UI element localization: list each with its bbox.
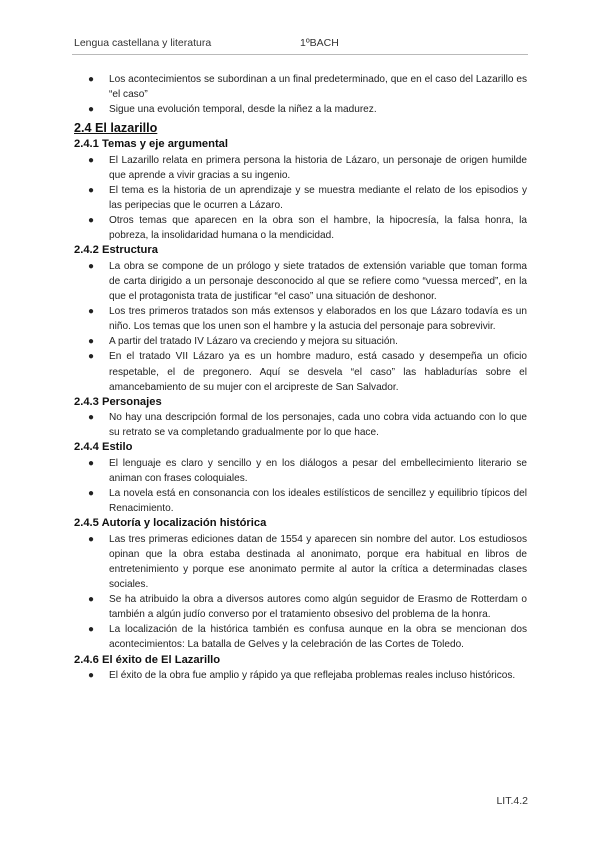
subsection-title: 2.4.6 El éxito de El Lazarillo <box>74 653 221 666</box>
list-item: ● El éxito de la obra fue amplio y rápido ya que reflejaba problemas reales incluso históricos. <box>74 668 527 683</box>
intro-list <box>74 72 527 117</box>
list-item: ● El tema es la historia de un aprendizaje y se muestra mediante el relato de los episodios y las peripecias que le ocurren a Lázaro. <box>88 184 527 212</box>
bullet-icon: ● <box>88 351 95 363</box>
bullet-icon: ● <box>88 488 95 500</box>
page-number: LIT.4.2 <box>496 795 528 807</box>
list-item: ● Los tres primeros tratados son más extensos y elaborados en los que Lázaro todavía es un niño. Los temas que los unen son el hambre y la astucia del personaje para sobrevivir. <box>88 306 527 333</box>
list-item: ● A partir del tratado IV Lázaro va creciendo y mejora su situación. <box>74 334 527 349</box>
bullet-icon: ● <box>88 336 95 348</box>
page-header <box>74 37 526 51</box>
list-item: ● La obra se compone de un prólogo y siete tratados de extensión variable que toman forma de carta dirigido a un personaje desconocido al que se refiere como “vuessa merced”, en la que el protagonista trata de justificar “el caso” una situación de deshonor. <box>88 260 527 303</box>
bullet-icon: ● <box>88 184 95 196</box>
list-item: ● La novela está en consonancia con los ideales estilísticos de sencillez y equilibrio típicos del Renacimiento. <box>88 488 527 515</box>
bullet-icon: ● <box>88 154 95 166</box>
bullet-icon: ● <box>88 104 95 116</box>
document-body <box>74 72 527 683</box>
list-item: ● El lenguaje es claro y sencillo y en los diálogos a pesar del embellecimiento literario se animan con frases coloquiales. <box>88 457 527 484</box>
list-item: ● En el tratado VII Lázaro ya es un hombre maduro, está casado y desempeña un oficio respetable, el de pregonero. Aquí se desvela “el caso” las habladurías sobre el amancebamiento de su mujer con el arcipreste de San Salvador. <box>88 351 527 393</box>
header-course: 1ºBACH <box>300 37 339 49</box>
list-item: ● Sigue una evolución temporal, desde la niñez a la madurez. <box>74 102 527 117</box>
subsection-title: 2.4.4 Estilo <box>74 441 133 454</box>
subsection-list <box>74 259 527 395</box>
subsection-list <box>74 153 527 244</box>
subsection-list <box>74 668 527 683</box>
subsection-title: 2.4.5 Autoría y localización histórica <box>74 517 267 530</box>
subsection-list <box>74 532 527 653</box>
list-item: ● El Lazarillo relata en primera persona la historia de Lázaro, un personaje de origen humilde que aprende a vivir gracias a su ingenio. <box>88 154 527 181</box>
subsection-title: 2.4.2 Estructura <box>74 244 158 257</box>
bullet-icon: ● <box>88 670 95 681</box>
header-divider <box>72 54 528 55</box>
bullet-icon: ● <box>88 533 95 545</box>
subsection-list <box>74 456 527 516</box>
list-item: ● No hay una descripción formal de los personajes, cada uno cobra vida actuando con lo que su retrato se va completando gradualmente por lo que hace. <box>88 412 527 439</box>
bullet-icon: ● <box>88 215 95 227</box>
bullet-icon: ● <box>88 260 95 272</box>
list-item: ● Las tres primeras ediciones datan de 1554 y aparecen sin nombre del autor. Los estudiosos opinan que la obra estaba destinada al anonimato, porque era habitual en libros de entretenimiento y porque ese anonimato permite al autor la crítica a determinadas clases sociales. <box>88 533 527 591</box>
bullet-icon: ● <box>88 594 95 606</box>
list-item: ● La localización de la histórica también es confusa aunque en la obra se mencionan dos acontecimientos: La batalla de Gelves y la celebración de las Cortes de Toledo. <box>88 624 527 651</box>
bullet-icon: ● <box>88 624 95 636</box>
subsection-title: 2.4.3 Personajes <box>74 395 162 408</box>
section-title: 2.4 El lazarillo <box>74 121 158 136</box>
subsection-list <box>74 410 527 440</box>
list-item: ● Otros temas que aparecen en la obra son el hambre, la hipocresía, la falsa honra, la pobreza, la insolidaridad humana o la mendicidad. <box>88 215 527 242</box>
bullet-icon: ● <box>88 74 95 85</box>
header-subject: Lengua castellana y literatura <box>74 37 212 49</box>
bullet-icon: ● <box>88 457 95 469</box>
bullet-icon: ● <box>88 306 95 318</box>
subsection-title: 2.4.1 Temas y eje argumental <box>74 138 229 151</box>
list-item: ● Los acontecimientos se subordinan a un final predeterminado, que en el caso del Lazarillo es “el caso” <box>88 74 527 101</box>
bullet-icon: ● <box>88 412 95 424</box>
list-item: ● Se ha atribuido la obra a diversos autores como algún seguidor de Erasmo de Rotterdam o también a algún judío converso por el tratamiento obsesivo del problema de la honra. <box>88 594 527 621</box>
